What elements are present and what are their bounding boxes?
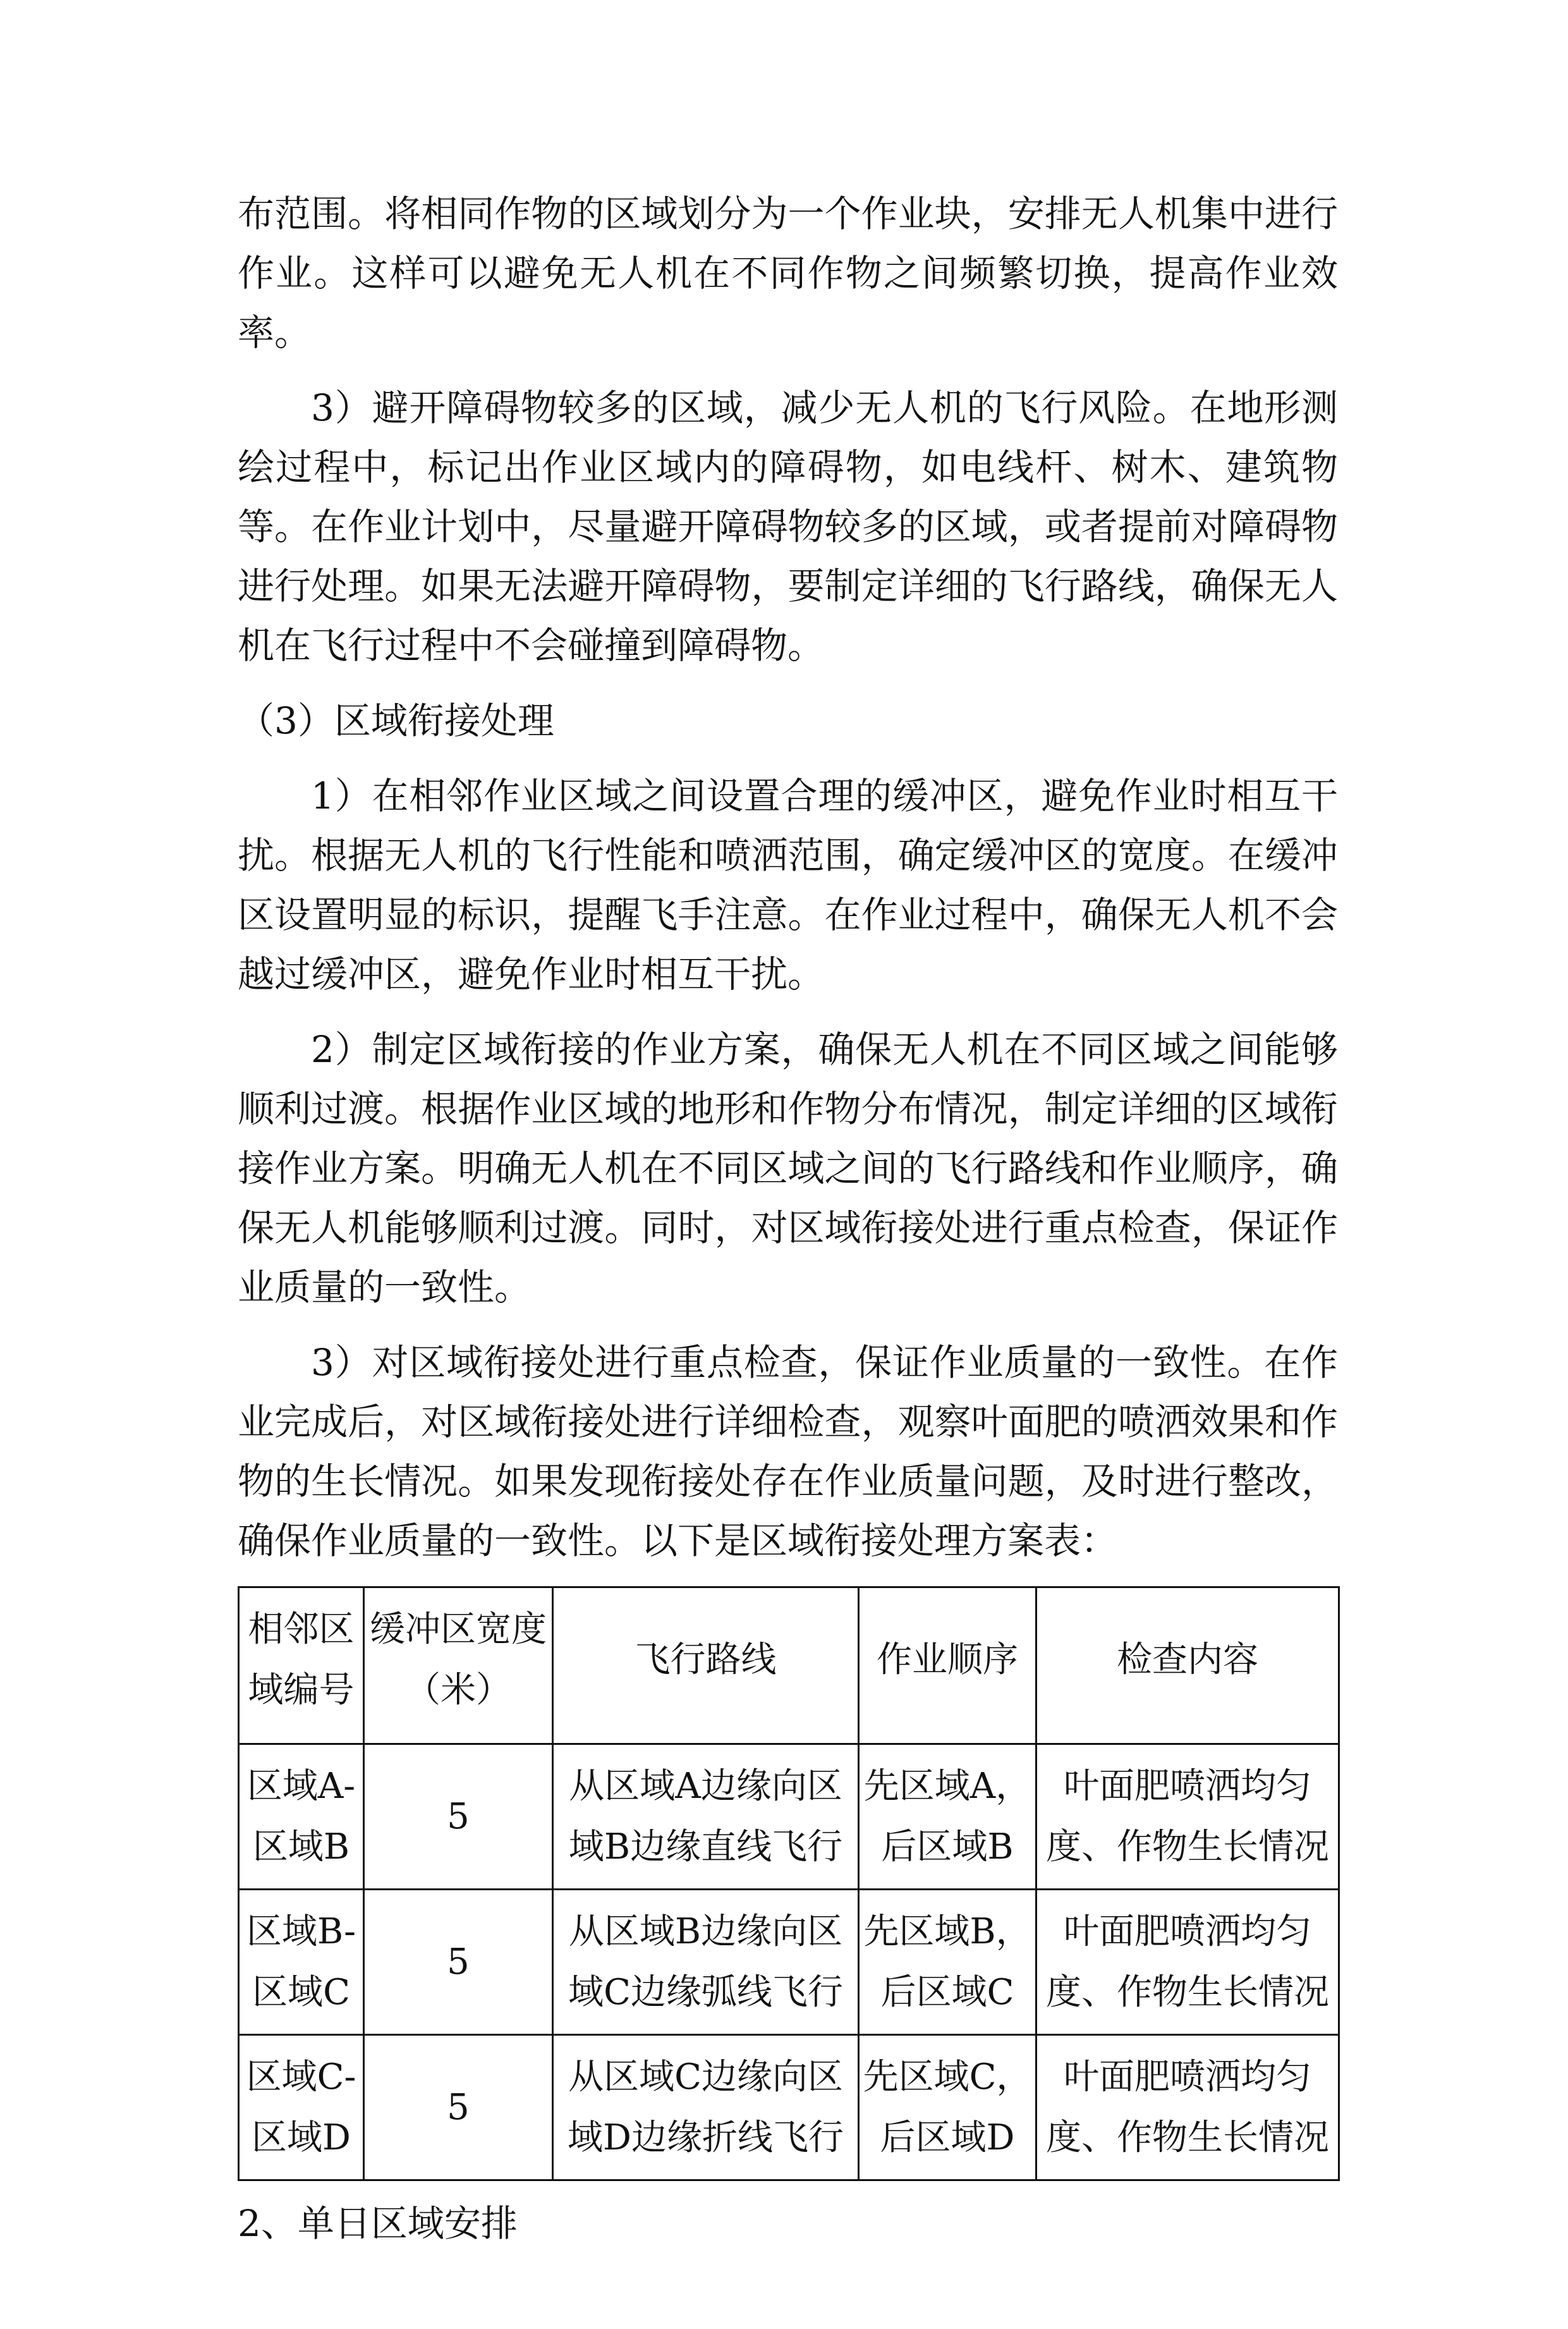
cell: 叶面肥喷洒均匀度、作物生长情况 [1036, 1890, 1339, 2035]
table-header-row [239, 1587, 1339, 1744]
cell: 5 [364, 2035, 553, 2180]
cell: 区域B-区域C [239, 1890, 364, 2035]
subheading: （3）区域衔接处理 [238, 699, 554, 742]
cell: 5 [364, 1744, 553, 1890]
region-transition-table [238, 1586, 1340, 2181]
table-row [239, 1744, 1339, 1890]
cell: 先区域B，后区域C [859, 1890, 1036, 2035]
cell: 叶面肥喷洒均匀度、作物生长情况 [1036, 1744, 1339, 1890]
cell: 从区域B边缘向区域C边缘弧线飞行 [553, 1890, 859, 2035]
cell: 从区域A边缘向区域B边缘直线飞行 [553, 1744, 859, 1890]
paragraph: 布范围。将相同作物的区域划分为一个作业块，安排无人机集中进行作业。这样可以避免无人机在不同作物之间频繁切换，提高作业效率。 [238, 192, 1338, 354]
paragraph: 3）避开障碍物较多的区域，减少无人机的飞行风险。在地形测绘过程中，标记出作业区域内的障碍物，如电线杆、树木、建筑物等。在作业计划中，尽量避开障碍物较多的区域，或者提前对障碍物进行处理。如果无法避开障碍物，要制定详细的飞行路线，确保无人机在飞行过程中不会碰撞到障碍物。 [238, 386, 1338, 667]
section-heading: 2、单日区域安排 [238, 2202, 518, 2245]
cell: 叶面肥喷洒均匀度、作物生长情况 [1036, 2035, 1339, 2180]
header-cell: 作业顺序 [859, 1587, 1036, 1744]
header-cell: 飞行路线 [553, 1587, 859, 1744]
paragraph: 3）对区域衔接处进行重点检查，保证作业质量的一致性。在作业完成后，对区域衔接处进行详细检查，观察叶面肥的喷洒效果和作物的生长情况。如果发现衔接处存在作业质量问题，及时进行整改，确保作业质量的一致性。以下是区域衔接处理方案表： [238, 1341, 1338, 1562]
header-cell: 检查内容 [1036, 1587, 1339, 1744]
cell: 先区域C，后区域D [859, 2035, 1036, 2180]
cell: 从区域C边缘向区域D边缘折线飞行 [553, 2035, 859, 2180]
cell: 先区域A，后区域B [859, 1744, 1036, 1890]
header-cell: 相邻区域编号 [239, 1587, 364, 1744]
table-row [239, 2035, 1339, 2180]
header-cell: 缓冲区宽度（米） [364, 1587, 553, 1744]
paragraph: 2）制定区域衔接的作业方案，确保无人机在不同区域之间能够顺利过渡。根据作业区域的地形和作物分布情况，制定详细的区域衔接作业方案。明确无人机在不同区域之间的飞行路线和作业顺序，确保无人机能够顺利过渡。同时，对区域衔接处进行重点检查，保证作业质量的一致性。 [238, 1028, 1338, 1309]
cell: 5 [364, 1890, 553, 2035]
paragraph: 1）在相邻作业区域之间设置合理的缓冲区，避免作业时相互干扰。根据无人机的飞行性能和喷洒范围，确定缓冲区的宽度。在缓冲区设置明显的标识，提醒飞手注意。在作业过程中，确保无人机不会越过缓冲区，避免作业时相互干扰。 [238, 774, 1338, 996]
cell: 区域C-区域D [239, 2035, 364, 2180]
cell: 区域A-区域B [239, 1744, 364, 1890]
body-text [238, 0, 1338, 2329]
table-row [239, 1890, 1339, 2035]
